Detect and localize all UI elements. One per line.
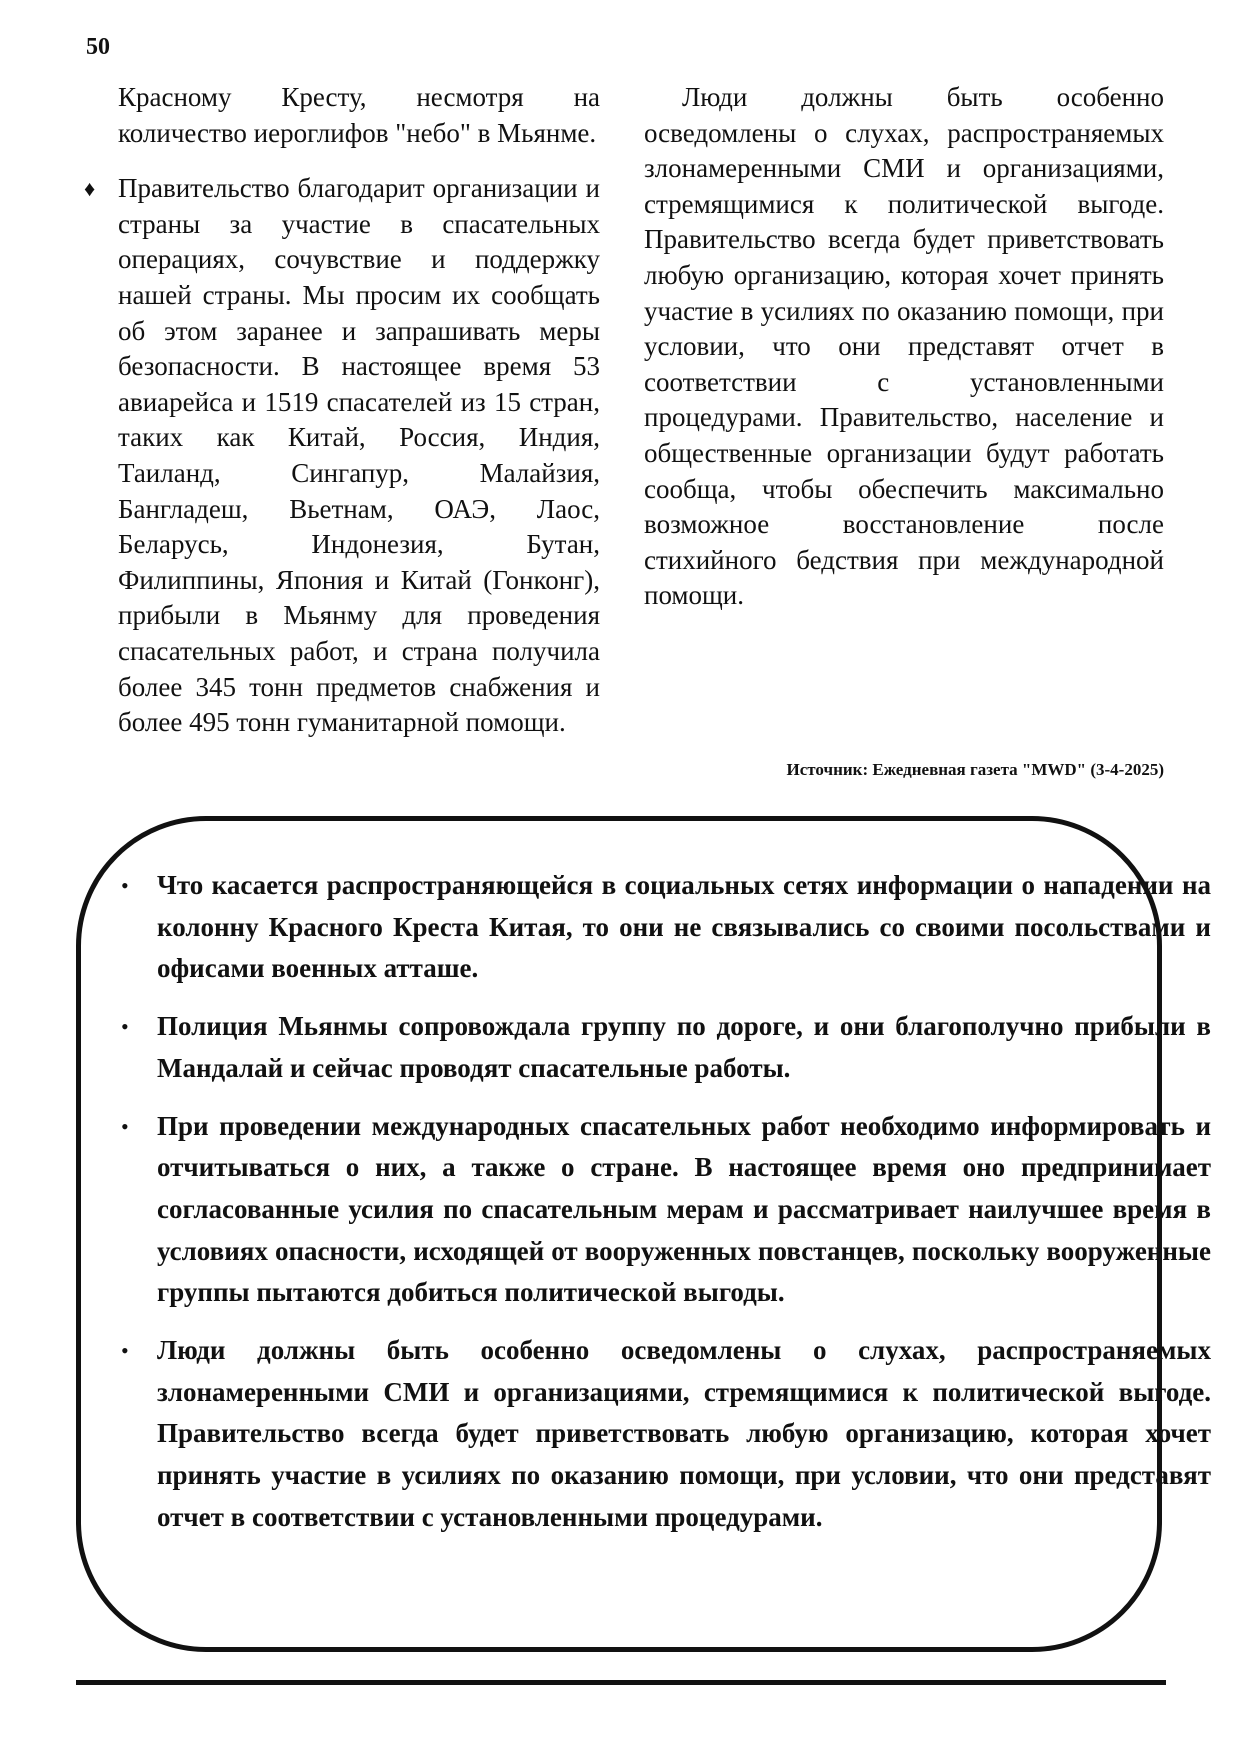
callout-box bbox=[76, 816, 1211, 1652]
left-bullet-paragraph: Правительство благодарит организации и страны за участие в спасательных операциях, сочувствие и поддержку нашей страны. Мы просим их сообщать об этом заранее и запрашивать меры безопасности. В настоящее время 53 авиарейса и 1519 спасателей из 15 стран, таких как Китай, Россия, Индия, Таиланд, Сингапур, Малайзия, Бангладеш, Вьетнам, ОАЭ, Лаос, Беларусь, Индонезия, Бутан, Филиппины, Япония и Китай (Гонконг), прибыли в Мьянму для проведения спасательных работ, и страна получила более 345 тонн предметов снабжения и более 495 тонн гуманитарной помощи. bbox=[118, 173, 600, 738]
left-column bbox=[84, 80, 600, 741]
callout-item-text: При проведении международных спасательных работ необходимо информировать и отчитываться о них, а также о стране. В настоящее время оно предпринимает согласованные усилия по спасательным мерам и рассматривает наилучшее время в условиях опасности, исходящей от вооруженных повстанцев, поскольку вооруженные группы пытаются добиться политической выгоды. bbox=[157, 1110, 1211, 1308]
bullet-dot-icon: • bbox=[121, 873, 129, 898]
callout-item-text: Люди должны быть особенно осведомлены о слухах, распространяемых злонамеренными СМИ и организациями, стремящимися к политической выгоде. Правительство всегда будет приветствовать любую организацию, которая хочет принять участие в усилиях по оказанию помощи, при условии, что они представят отчет в соответствии с установленными процедурами. bbox=[157, 1335, 1211, 1532]
callout-list-item bbox=[121, 1106, 1211, 1315]
source-citation: Источник: Ежедневная газета "MWD" (3-4-2025) bbox=[786, 760, 1164, 779]
left-continuation-paragraph: Красному Кресту, несмотря на количество иероглифов "небо" в Мьянме. bbox=[118, 82, 600, 148]
callout-list-item bbox=[121, 1006, 1211, 1089]
right-paragraph: Люди должны быть особенно осведомлены о слухах, распространяемых злонамеренными СМИ и организациями, стремящимися к политической выгоде. Правительство всегда будет приветствовать любую организацию, которая хочет принять участие в усилиях по оказанию помощи, при условии, что они представят отчет в соответствии с установленными процедурами. Правительство, население и общественные организации будут работать сообща, чтобы обеспечить максимально возможное восстановление после стихийного бедствия при международной помощи. bbox=[644, 82, 1164, 611]
callout-item-text: Полиция Мьянмы сопровождала группу по дороге, и они благополучно прибыли в Мандалай и сейчас проводят спасательные работы. bbox=[157, 1011, 1211, 1083]
right-column bbox=[644, 80, 1164, 614]
callout-list bbox=[121, 865, 1211, 1555]
callout-list-item bbox=[121, 1330, 1211, 1539]
bullet-dot-icon: • bbox=[121, 1113, 129, 1139]
bullet-dot-icon: • bbox=[121, 1014, 129, 1040]
bottom-divider bbox=[76, 1680, 1166, 1685]
bullet-dot-icon: • bbox=[121, 1338, 129, 1364]
diamond-bullet-icon: ♦ bbox=[84, 176, 96, 202]
callout-item-text: Что касается распространяющейся в социальных сетях информации о нападении на колонну Красного Креста Китая, то они не связывались со своими посольствами и офисами военных атташе. bbox=[157, 870, 1211, 984]
page-number: 50 bbox=[86, 34, 110, 60]
callout-list-item bbox=[121, 865, 1211, 990]
left-bullet-item bbox=[84, 171, 600, 741]
